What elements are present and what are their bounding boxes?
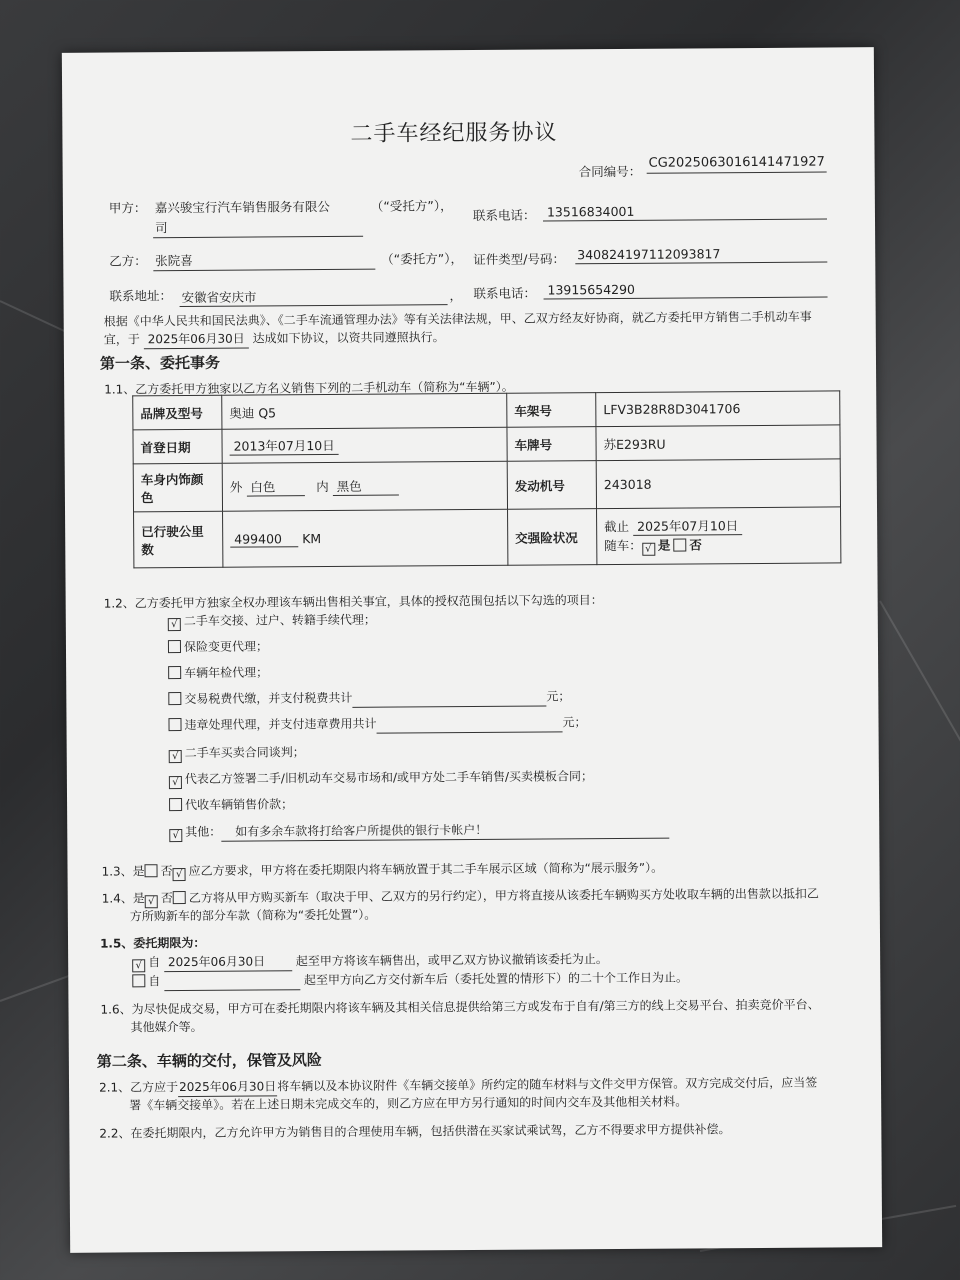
party-b-role: （“委托方”）， (381, 251, 464, 267)
preamble-text-b: 达成如下协议，以资共同遵照执行。 (252, 330, 445, 346)
authorization-item-label: 代表乙方签署二手/旧机动车交易市场和/或甲方处二手车销售/买卖模板合同； (184, 769, 594, 787)
clause-1-6-line2: 其他媒介等。 (130, 1019, 203, 1035)
clause-1-5-option1 (132, 952, 608, 972)
preamble-text-a: 宜，于 (103, 332, 140, 347)
term-start-date: 2025年06月30日 (164, 954, 292, 971)
int-color: 黑色 (333, 477, 399, 496)
brand-value: 奥迪 Q5 (222, 393, 507, 429)
address-label: 联系地址： (109, 288, 173, 304)
authorization-checkbox[interactable]: √ (169, 776, 182, 789)
preamble-line2 (104, 330, 445, 349)
term-option1-checkbox[interactable]: √ (132, 959, 145, 972)
contract-no-label: 合同编号： (578, 163, 642, 180)
clause-1-2: 1.2、乙方委托甲方独家全权办理该车辆出售相关事宜，具体的授权范围包括以下勾选的项目： (103, 593, 603, 611)
c13-yes-text: 1.3、是 (101, 864, 145, 879)
engine-label: 发动机号 (507, 461, 596, 510)
insurance-cell (597, 507, 841, 565)
c13-no-checkbox[interactable]: √ (173, 868, 186, 881)
party-a-role: （“受托方”）， (370, 198, 453, 214)
vin-label: 车架号 (507, 393, 596, 428)
authorization-item (169, 769, 593, 789)
reg-date-cell (222, 427, 507, 463)
mileage-value: 499400 (230, 531, 298, 547)
document-title: 二手车经纪服务协议 (350, 120, 558, 147)
c13-text: 应乙方要求，甲方将在委托期限内将车辆放置于其二手车展示区域（简称为“展示服务”）。 (188, 860, 664, 878)
authorization-item-label: 二手车交接、过户、转籍手续代理； (183, 612, 376, 629)
term-option2-text: 起至甲方向乙方交付新车后（委托处置的情形下）的二十个工作日为止。 (303, 970, 689, 988)
contract-no-underline (647, 172, 827, 174)
plate-label: 车牌号 (507, 427, 596, 462)
with-car-label: 随车： (604, 537, 642, 554)
brand-label: 品牌及型号 (133, 395, 222, 430)
party-b-phone-label: 联系电话： (473, 285, 537, 301)
mileage-label: 已行驶公里数 (134, 511, 223, 568)
clause-1-6-line1: 1.6、为尽快促成交易，甲方可在委托期限内将该车辆及其相关信息提供给第三方或发布于自有/第三方的线上交易平台、拍卖竞价平台、 (100, 997, 820, 1017)
section1-title: 第一条、委托事务 (99, 353, 221, 373)
contract-no: CG2025063016141471927 (648, 154, 825, 171)
authorization-checkbox[interactable]: √ (169, 829, 182, 842)
clause-2-1-line2: 署《车辆交接单》。若在上述日期未完成交车的，则乙方应在甲方另行通知的时间内交车及其他相关材料。 (129, 1094, 688, 1113)
authorization-item-label: 代收车辆销售价款； (185, 797, 294, 813)
authorization-item (168, 613, 376, 631)
preamble-line1: 根据《中华人民共和国民法典》、《二手车流通管理办法》等有关法律法规，甲、乙双方经友好协商，就乙方委托甲方销售二手机动车事 (103, 309, 812, 329)
authorization-checkbox[interactable]: √ (168, 618, 181, 631)
clause-1-1: 1.1、乙方委托甲方独家以乙方名义销售下列的二手机动车（简称为“车辆”）。 (104, 379, 514, 397)
address-comma: ， (449, 288, 463, 304)
party-a-label: 甲方： (108, 200, 147, 216)
clause-1-4 (102, 887, 819, 909)
party-a-phone: 13516834001 (546, 203, 635, 220)
color-cell (222, 461, 507, 511)
party-a-name-2: 司 (154, 220, 168, 236)
int-color-prefix: 内 (316, 478, 329, 495)
authorization-checkbox[interactable] (168, 640, 181, 653)
ext-color-prefix: 外 (229, 479, 243, 495)
c14-no-text: 否 (160, 891, 173, 906)
authorization-item-label: 保险变更代理； (183, 639, 269, 655)
insurance-date: 2025年07月10日 (633, 516, 742, 536)
no-label: 否 (689, 537, 702, 553)
clause-1-3 (101, 861, 663, 882)
insurance-prefix: 截止 (604, 518, 630, 535)
amount-blank (376, 715, 562, 733)
clause-1-5-title: 1.5、委托期限为： (99, 935, 206, 951)
party-b-id: 340824197112093817 (577, 246, 721, 263)
authorization-item (168, 715, 586, 735)
c14-yes-checkbox[interactable]: √ (145, 895, 158, 908)
address-value: 安徽省安庆市 (181, 289, 257, 306)
party-b-name: 张院喜 (155, 252, 193, 269)
term-option2-checkbox[interactable] (132, 974, 145, 987)
clause-2-1-line1 (99, 1076, 817, 1098)
party-b-phone: 13915654290 (547, 281, 636, 298)
c14-text: 乙方将从甲方购买新车（取决于甲、乙双方的另行约定），甲方将直接从该委托车辆购买方处收取车辆的出售款以抵扣乙 (188, 886, 819, 905)
authorization-checkbox[interactable] (168, 666, 181, 679)
term-option1-text: 起至甲方将该车辆售出，或甲乙双方协议撤销该委托为止。 (295, 952, 608, 969)
mileage-unit: KM (302, 530, 322, 546)
authorization-checkbox[interactable] (168, 718, 181, 731)
authorization-item-label: 车辆年检代理； (184, 665, 269, 681)
authorization-item (168, 689, 570, 708)
c14-yes-text: 1.4、是 (101, 891, 145, 906)
authorization-item-label: 违章处理代理，并支付违章费用共计 (184, 716, 377, 733)
other-fill: 如有多余车款将打给客户所提供的银行卡帐户！ (221, 822, 669, 842)
plate-value: 苏E293RU (596, 425, 840, 461)
clause-1-5-option2 (132, 971, 688, 991)
insurance-label: 交强险状况 (508, 509, 597, 566)
section2-title: 第二条、车辆的交付，保管及风险 (96, 1051, 322, 1071)
yes-checkbox[interactable]: √ (642, 543, 655, 556)
vehicle-table (132, 390, 841, 568)
authorization-item-label: 其他： (185, 824, 222, 840)
term-option1-prefix: 自 (148, 955, 161, 970)
c13-yes-checkbox[interactable] (145, 864, 158, 877)
reg-date: 2013年07月10日 (230, 436, 339, 456)
party-a-phone-label: 联系电话： (472, 207, 536, 223)
party-b-label: 乙方： (109, 253, 147, 269)
no-checkbox[interactable] (673, 539, 686, 552)
term-option2-blank (164, 973, 300, 991)
authorization-checkbox[interactable] (169, 798, 182, 811)
authorization-item-label: 二手车买卖合同谈判； (184, 745, 305, 761)
contract-paper (62, 47, 882, 1253)
authorization-item (169, 745, 305, 763)
amount-suffix: 元； (546, 689, 571, 704)
amount-suffix: 元； (562, 715, 587, 730)
c21-text-b: 将车辆以及本协议附件《车辆交接单》所约定的随车材料与文件交甲方保管。双方完成交付后，应当签 (277, 1075, 818, 1094)
engine-value: 243018 (596, 459, 840, 509)
authorization-item (169, 822, 669, 842)
authorization-item (168, 665, 268, 681)
color-label: 车身内饰颜色 (133, 463, 222, 512)
reg-date-label: 首登日期 (133, 429, 222, 464)
c21-text-a: 2.1、乙方应于 (98, 1080, 179, 1095)
authorization-item (169, 797, 293, 813)
clause-2-2: 2.2、在委托期限内，乙方允许甲方为销售目的合理使用车辆，包括供潜在买家试乘试驾，乙方不得要求甲方提供补偿。 (99, 1122, 731, 1141)
authorization-item-label: 交易税费代缴，并支付税费共计 (184, 690, 353, 707)
vin-value: LFV3B28R8D3041706 (596, 391, 840, 427)
amount-blank (352, 689, 546, 707)
ext-color: 白色 (246, 477, 304, 496)
c13-no-text: 否 (160, 864, 173, 879)
c14-no-checkbox[interactable] (173, 891, 186, 904)
delivery-date: 2025年06月30日 (178, 1079, 277, 1096)
term-option2-prefix: 自 (148, 974, 161, 989)
party-b-underline (153, 269, 375, 272)
authorization-checkbox[interactable] (168, 692, 181, 705)
authorization-checkbox[interactable]: √ (169, 750, 182, 763)
clause-1-4-line2: 方所购新车的部分车款（简称为“委托处置”）。 (129, 907, 377, 924)
yes-label: 是 (657, 537, 671, 553)
authorization-item (168, 639, 268, 655)
party-a-name-1: 嘉兴骏宝行汽车销售服务有限公 (154, 198, 330, 216)
party-b-id-label: 证件类型/号码： (473, 251, 566, 267)
mileage-cell (223, 509, 508, 567)
party-a-underline (153, 236, 363, 238)
agreement-date: 2025年06月30日 (144, 332, 249, 349)
